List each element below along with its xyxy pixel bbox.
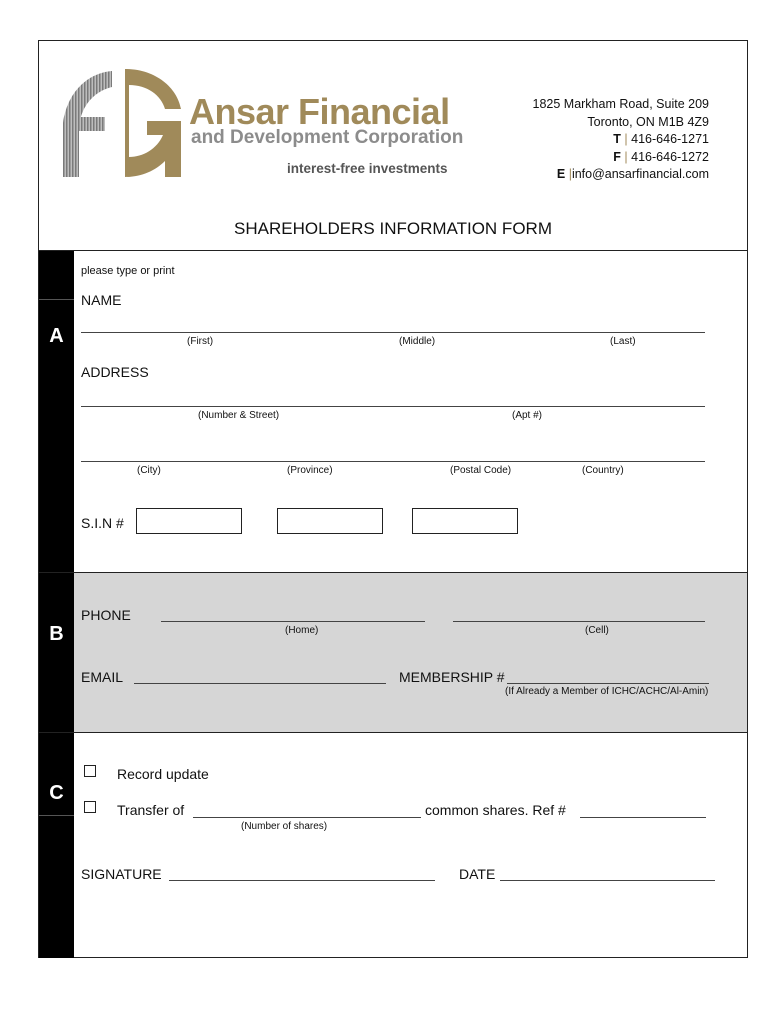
street-caption: (Number & Street) <box>198 410 280 421</box>
sin-box-1[interactable] <box>136 508 242 534</box>
date-field[interactable] <box>500 880 715 881</box>
ref-number-field[interactable] <box>580 817 706 818</box>
phone-number: 416-646-1271 <box>631 132 709 146</box>
membership-field[interactable] <box>507 683 709 684</box>
phone-label: PHONE <box>81 607 131 623</box>
phone-cell-caption: (Cell) <box>585 625 609 636</box>
sin-box-2[interactable] <box>277 508 383 534</box>
address-street-field[interactable] <box>81 406 705 407</box>
section-c-letter: C <box>49 782 64 804</box>
address-city-field[interactable] <box>81 461 705 462</box>
record-update-checkbox[interactable] <box>84 765 96 777</box>
sidebar-tick-c <box>39 815 74 816</box>
phone-home-field[interactable] <box>161 621 425 622</box>
transfer-of-label: Transfer of <box>117 802 185 818</box>
postal-code-caption: (Postal Code) <box>450 465 512 476</box>
fax-number: 416-646-1272 <box>631 149 709 164</box>
phone-home-caption: (Home) <box>285 625 319 636</box>
section-a-letter: A <box>49 325 64 347</box>
email-address: info@ansarfinancial.com <box>571 167 709 181</box>
email-key: E <box>556 167 566 181</box>
address-line2: Toronto, ON M1B 4Z9 <box>587 114 709 129</box>
number-of-shares-field[interactable] <box>193 817 421 818</box>
sidebar-tick-a <box>39 299 74 300</box>
section-a-b-divider <box>39 572 747 573</box>
ag-monogram-icon <box>57 65 187 180</box>
logo-name-line1: Ansar Financial <box>189 91 450 132</box>
name-middle-caption: (Middle) <box>399 336 436 347</box>
signature-label: SIGNATURE <box>81 866 162 882</box>
logo-name-line2: and Development Corporation <box>191 127 464 148</box>
name-last-caption: (Last) <box>610 336 636 347</box>
section-c-bar <box>39 732 74 958</box>
fax-separator: | <box>624 149 628 164</box>
section-b-letter: B <box>49 623 64 645</box>
membership-label: MEMBERSHIP # <box>399 669 505 685</box>
email-line <box>533 166 710 184</box>
name-first-caption: (First) <box>187 336 214 347</box>
sin-label: S.I.N # <box>81 515 124 531</box>
name-field[interactable] <box>81 332 705 333</box>
instruction-text: please type or print <box>81 265 175 277</box>
company-logo <box>57 65 467 185</box>
form-title: SHAREHOLDERS INFORMATION FORM <box>234 219 552 238</box>
date-label: DATE <box>459 866 496 882</box>
transfer-checkbox[interactable] <box>84 801 96 813</box>
common-shares-label: common shares. Ref # <box>425 802 566 818</box>
country-caption: (Country) <box>582 465 624 476</box>
phone-cell-field[interactable] <box>453 621 705 622</box>
phone-separator: | <box>624 132 628 146</box>
header-divider <box>39 250 747 251</box>
address-line1: 1825 Markham Road, Suite 209 <box>532 97 709 111</box>
section-b-background <box>74 573 747 732</box>
email-separator: | <box>568 167 572 181</box>
record-update-label: Record update <box>117 766 209 782</box>
apt-caption: (Apt #) <box>512 410 543 421</box>
section-b-c-divider <box>39 732 747 733</box>
signature-field[interactable] <box>169 880 435 881</box>
email-label: EMAIL <box>81 669 124 685</box>
shareholders-form <box>38 40 748 958</box>
logo-tagline: interest-free investments <box>287 161 448 176</box>
sin-box-3[interactable] <box>412 508 518 534</box>
fax-key: F <box>613 149 621 164</box>
email-field[interactable] <box>134 683 386 684</box>
contact-block <box>533 96 710 184</box>
city-caption: (City) <box>137 465 161 476</box>
membership-note: (If Already a Member of ICHC/ACHC/Al-Amin) <box>505 686 709 697</box>
phone-key: T <box>613 132 621 146</box>
province-caption: (Province) <box>287 465 333 476</box>
address-label: ADDRESS <box>81 364 149 380</box>
section-b-bar <box>39 573 74 732</box>
phone-line <box>533 131 710 149</box>
fax-line <box>533 149 710 167</box>
name-label: NAME <box>81 292 122 308</box>
number-of-shares-caption: (Number of shares) <box>241 821 328 832</box>
